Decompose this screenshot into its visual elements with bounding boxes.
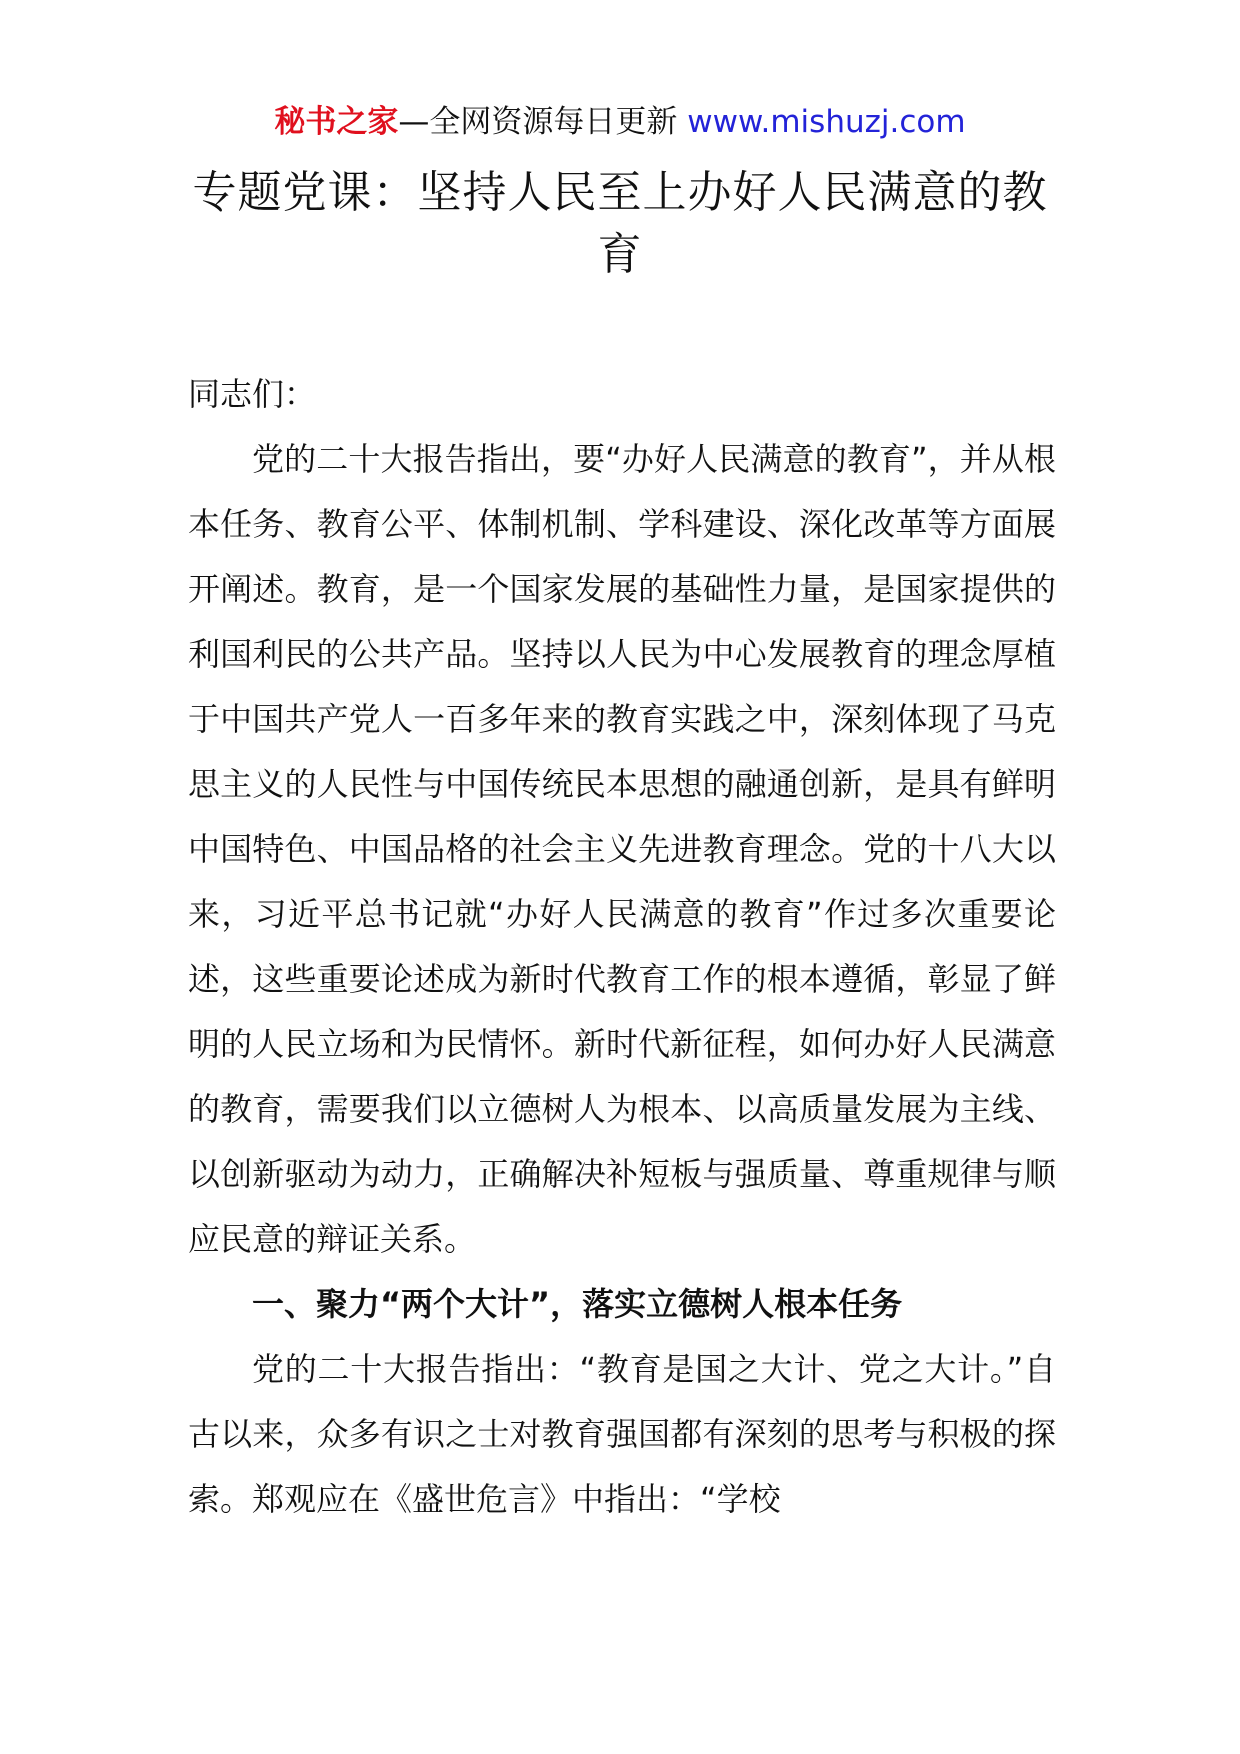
document-body xyxy=(188,362,1056,1532)
document-title: 专题党课：坚持人民至上办好人民满意的教育 xyxy=(192,167,1048,280)
site-header xyxy=(0,100,1240,144)
body-paragraph: 党的二十大报告指出，要“办好人民满意的教育”，并从根本任务、教育公平、体制机制、学科建设、深化改革等方面展开阐述。教育，是一个国家发展的基础性力量，是国家提供的利国利民的公共产品。坚持以人民为中心发展教育的理念厚植于中国共产党人一百多年来的教育实践之中，深刻体现了马克思主义的人民性与中国传统民本思想的融通创新，是具有鲜明中国特色、中国品格的社会主义先进教育理念。党的十八大以来，习近平总书记就“办好人民满意的教育”作过多次重要论述，这些重要论述成为新时代教育工作的根本遵循，彰显了鲜明的人民立场和为民情怀。新时代新征程，如何办好人民满意的教育，需要我们以立德树人为根本、以高质量发展为主线、以创新驱动为动力，正确解决补短板与强质量、尊重规律与顺应民意的辩证关系。 xyxy=(188,440,1056,1258)
header-tagline: —全网资源每日更新 xyxy=(398,104,688,140)
salutation: 同志们： xyxy=(188,375,317,413)
section-paragraph: 党的二十大报告指出：“教育是国之大计、党之大计。”自古以来，众多有识之士对教育强国都有深刻的思考与积极的探索。郑观应在《盛世危言》中指出：“学校 xyxy=(188,1350,1056,1518)
brand-name: 秘书之家 xyxy=(274,104,399,140)
site-url-link[interactable]: www.mishuzj.com xyxy=(687,104,966,140)
section-heading: 一、聚力“两个大计”，落实立德树人根本任务 xyxy=(252,1285,903,1323)
